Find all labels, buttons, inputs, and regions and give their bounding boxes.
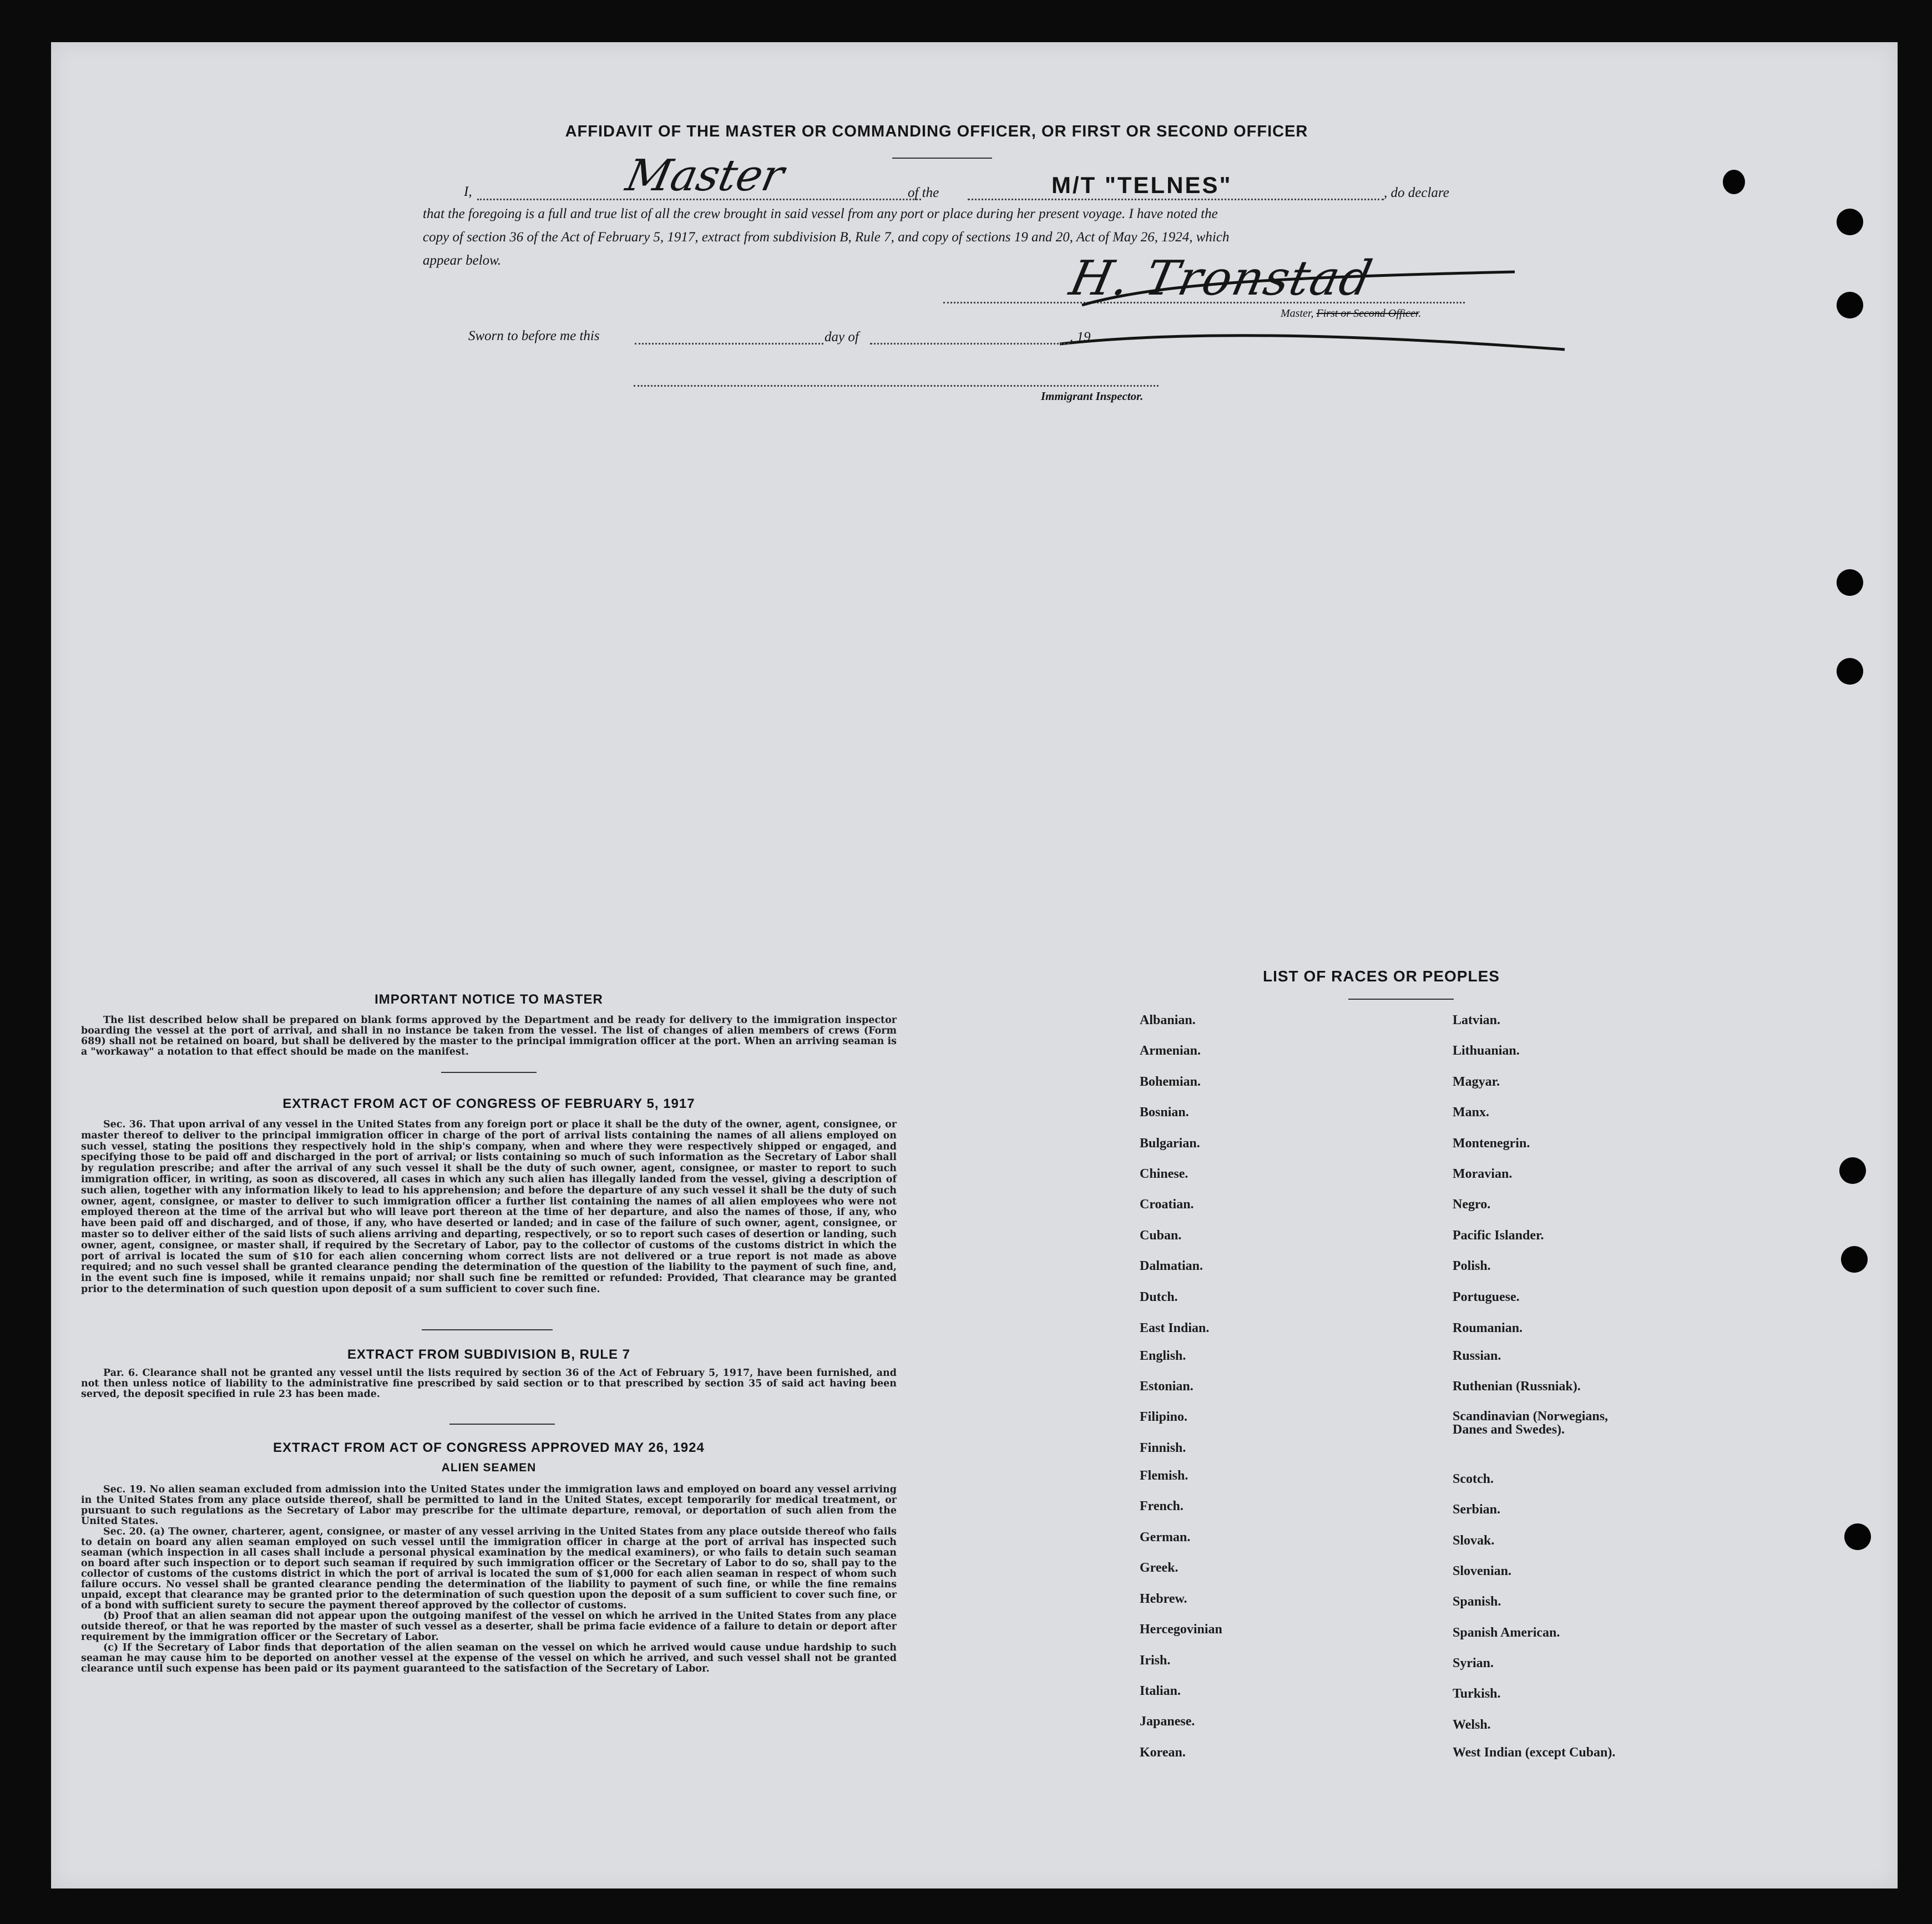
vessel-name: M/T "TELNES" <box>1051 172 1232 198</box>
race-left-item: Bosnian. <box>1140 1105 1189 1120</box>
race-left-item: Bohemian. <box>1140 1075 1201 1089</box>
divider <box>422 1329 553 1330</box>
title-divider <box>892 158 992 159</box>
race-left-item: Hebrew. <box>1140 1592 1187 1606</box>
race-left-item: Chinese. <box>1140 1167 1188 1181</box>
binder-hole <box>1837 209 1863 235</box>
race-left-item: Cuban. <box>1140 1228 1182 1243</box>
year-prefix-label: , 19 <box>1070 330 1091 345</box>
race-right-item: Portuguese. <box>1453 1290 1520 1304</box>
inspector-label: Immigrant Inspector. <box>1041 389 1144 403</box>
race-right-item: Roumanian. <box>1453 1321 1523 1335</box>
race-right-item: Manx. <box>1453 1105 1489 1120</box>
signature-caption: Master, First or Second Officer. <box>1281 307 1422 320</box>
affidavit-body-line-2: copy of section 36 of the Act of February 5, 1917, extract from subdivision B, Rule 7, and copy of sections 19 and 20, Act of May 26, 1924, which <box>423 230 1230 245</box>
binder-hole <box>1841 1246 1868 1273</box>
extract-rule7-text: Par. 6. Clearance shall not be granted any vessel until the lists required by section 36 of the Act of February 5, 1917, have been furnished, and not then unless notice of liability to the administrative fine prescribed by said section or to that prescribed by section 35 of said act having been served, the deposit specified in rule 23 has been made. <box>81 1368 897 1400</box>
race-right-item: Moravian. <box>1453 1167 1513 1181</box>
divider <box>1348 999 1454 1000</box>
sworn-day-blank <box>635 343 823 345</box>
section-20b-text: (b) Proof that an alien seaman did not appear upon the outgoing manifest of the vessel on which he arrived in the United States from any place outside thereof, or that he was reported by the master of such vessel as a deserter, shall be prima facie evidence of a failure to detain or deport after requirement by the immigration officer or the Secretary of Labor. <box>81 1611 897 1643</box>
race-left-item: Japanese. <box>1140 1714 1195 1729</box>
race-left-item: Croatian. <box>1140 1197 1194 1212</box>
binder-hole <box>1844 1523 1871 1550</box>
race-right-item: Latvian. <box>1453 1013 1501 1027</box>
section-19-text: Sec. 19. No alien seaman excluded from admission into the United States under the immigration laws and employed on board any vessel arriving in the United States from any place outside thereof, shall be permitted to land in the United States, except temporarily for medical treatment, or pursuant to such regulations as the Secretary of Labor may prescribe for the ultimate departure, removal, or deportation of such alien from the United States. <box>81 1484 897 1527</box>
extract-1917-text: Sec. 36. That upon arrival of any vessel in the United States from any foreign port or place it shall be the duty of the owner, agent, consignee, or master thereof to deliver to the principal immigration officer in charge of the port of arrival lists containing the names of all aliens employed on such vessel, stating the positions they respectively hold in the ship's company, when and where they were respectively shipped or engaged, and specifying those to be paid off and discharged in the port of arrival; or lists containing so much of such information as the Secretary of Labor shall by regulation prescribe; and after the arrival of any such vessel it shall be the duty of such owner, agent, consignee, or master to report to such immigration officer, in writing, as soon as discovered, all cases in which any such alien has illegally landed from the vessel, giving a description of such alien, together with any information likely to lead to his apprehension; and before the departure of any such vessel it shall be the duty of such owner, agent, consignee, or master to deliver to such immigration officer a further list containing the names of all alien employees who were not employed thereon at the time of the arrival but who will leave port thereon at the time of her departure, and also the names of those, if any, who have been paid off and discharged, and of those, if any, who have deserted or landed; and in case of the failure of such owner, agent, consignee, or master so to deliver either of the said lists of such aliens arriving and departing, respectively, or so to report such cases of desertion or landing, such owner, agent, consignee, or master shall, if required by the Secretary of Labor, pay to the collector of customs of the customs district in which the port of arrival is located the sum of $10 for each alien concerning whom correct lists are not delivered or a true report is not made as above required; and no such vessel shall be granted clearance pending the determination of the question of the liability to the payment of such fine, and, in the event such fine is imposed, while it remains unpaid; nor shall such fine be remitted or refunded: Provided, That clearance may be granted prior to the determination of such question upon deposit of a sum sufficient to cover such fine. <box>81 1119 897 1295</box>
section-20c-text: (c) If the Secretary of Labor finds that deportation of the alien seaman on the vessel on which he arrived would cause undue hardship to such seaman he may cause him to be deported on another vessel at the expense of the vessel on which he arrived, and such vessel shall not be granted clearance until such expense has been paid or its payment guaranteed to the satisfaction of the Secretary of Labor. <box>81 1642 897 1674</box>
race-right-item: Slovak. <box>1453 1533 1495 1548</box>
race-right-item: Serbian. <box>1453 1502 1501 1517</box>
race-left-item: East Indian. <box>1140 1321 1210 1335</box>
race-left-item: German. <box>1140 1530 1191 1545</box>
divider <box>449 1424 555 1425</box>
extract-1924-body <box>81 1485 897 1674</box>
race-right-item: Slovenian. <box>1453 1564 1512 1578</box>
race-left-item: Korean. <box>1140 1745 1186 1760</box>
binder-hole <box>1837 292 1863 318</box>
race-left-item: Greek. <box>1140 1561 1179 1575</box>
divider <box>441 1072 537 1073</box>
extract-1924-title: EXTRACT FROM ACT OF CONGRESS APPROVED MAY 26, 1924 <box>273 1440 705 1455</box>
race-right-item: Welsh. <box>1453 1718 1491 1732</box>
section-20a-text: Sec. 20. (a) The owner, charterer, agent, consignee, or master of any vessel arriving in the United States from any place outside thereof who fails to detain on board any alien seaman employed on such vessel until the immigration officer in charge at the port of arrival has inspected such seaman (which inspection in all cases shall include a personal physical examination by the medical examiners), or who fails to detain such seaman on board after such inspection or to deport such seaman if required by such immigration officer or the Secretary of Labor to do so, shall pay to the collector of customs of the customs district in which the port of arrival is located the sum of $1,000 for each alien seaman in respect of whom such failure occurs. No vessel shall be granted clearance pending the determination of the liability to payment of such fine, or while the fine remains unpaid, except that clearance may be granted prior to the determination of such question upon the deposit of a sum sufficient to cover such fine, or of a bond with sufficient surety to secure the payment thereof approved by the collector of customs. <box>81 1526 897 1611</box>
race-left-item: Flemish. <box>1140 1469 1188 1483</box>
race-right-item: Scotch. <box>1453 1472 1494 1486</box>
binder-hole <box>1837 658 1863 685</box>
vessel-blank <box>968 199 1384 200</box>
race-left-item: Irish. <box>1140 1653 1171 1668</box>
notice-text: The list described below shall be prepared on blank forms approved by the Department and be ready for delivery to the immigration inspector boarding the vessel at the port of arrival, and shall in no instance be taken from the vessel. The list of changes of alien members of crews (Form 689) shall not be retained on board, but shall be delivered by the master to the principal immigration officer at the port. When an arriving seaman is a "workaway" a notation to that effect should be made on the manifest. <box>81 1015 897 1057</box>
handwritten-rank: Master <box>621 151 788 201</box>
race-left-item: Dalmatian. <box>1140 1259 1203 1273</box>
inspector-signature-blank <box>634 385 1159 387</box>
race-right-item: West Indian (except Cuban). <box>1453 1745 1616 1760</box>
race-right-item: Pacific Islander. <box>1453 1228 1544 1243</box>
affidavit-body-line-1: that the foregoing is a full and true list of all the crew brought in said vessel from any port or place during her present voyage. I have noted the <box>423 206 1218 221</box>
race-left-item: Dutch. <box>1140 1290 1178 1304</box>
master-signature: H. Tronstad <box>1065 251 1378 306</box>
affidavit-body-line-3: appear below. <box>423 253 502 268</box>
race-right-item: Scandinavian (Norwegians, Danes and Swedes). <box>1453 1409 1609 1437</box>
race-left-item: Finnish. <box>1140 1441 1186 1455</box>
race-left-item: Armenian. <box>1140 1044 1201 1058</box>
sworn-label: Sworn to before me this <box>468 328 600 343</box>
race-left-item: French. <box>1140 1499 1184 1513</box>
sworn-month-blank <box>870 343 1070 345</box>
binder-hole <box>1837 569 1863 596</box>
race-right-item: Syrian. <box>1453 1656 1494 1670</box>
race-right-item: Montenegrin. <box>1453 1136 1530 1151</box>
extract-1924-subtitle: ALIEN SEAMEN <box>441 1461 537 1474</box>
race-right-item: Ruthenian (Russniak). <box>1453 1379 1581 1394</box>
do-declare-label: , do declare <box>1384 185 1449 200</box>
race-left-item: Hercegovinian <box>1140 1622 1222 1637</box>
race-left-item: Albanian. <box>1140 1013 1196 1027</box>
race-right-item: Spanish. <box>1453 1594 1501 1609</box>
extract-rule7-title: EXTRACT FROM SUBDIVISION B, RULE 7 <box>347 1347 631 1362</box>
race-left-item: English. <box>1140 1349 1186 1363</box>
race-right-item: Lithuanian. <box>1453 1044 1520 1058</box>
race-left-item: Italian. <box>1140 1684 1181 1698</box>
binder-hole <box>1723 170 1745 194</box>
binder-hole <box>1839 1157 1866 1184</box>
races-list-title: LIST OF RACES OR PEOPLES <box>1263 968 1500 985</box>
affidavit-title: AFFIDAVIT OF THE MASTER OR COMMANDING OFFICER, OR FIRST OR SECOND OFFICER <box>565 123 1308 140</box>
race-right-item: Negro. <box>1453 1197 1491 1212</box>
race-left-item: Estonian. <box>1140 1379 1193 1394</box>
race-right-item: Spanish American. <box>1453 1626 1560 1640</box>
extract-1917-title: EXTRACT FROM ACT OF CONGRESS OF FEBRUARY 5, 1917 <box>282 1096 695 1111</box>
race-right-item: Russian. <box>1453 1349 1501 1363</box>
notice-title: IMPORTANT NOTICE TO MASTER <box>375 992 603 1007</box>
race-right-item: Polish. <box>1453 1259 1491 1273</box>
race-left-item: Filipino. <box>1140 1410 1188 1424</box>
race-right-item: Turkish. <box>1453 1687 1501 1701</box>
day-of-label: day of <box>825 330 859 345</box>
of-the-label: of the <box>908 185 939 200</box>
affidavit-i-label: I, <box>464 184 472 199</box>
race-right-item: Magyar. <box>1453 1075 1500 1089</box>
race-left-item: Bulgarian. <box>1140 1136 1200 1151</box>
